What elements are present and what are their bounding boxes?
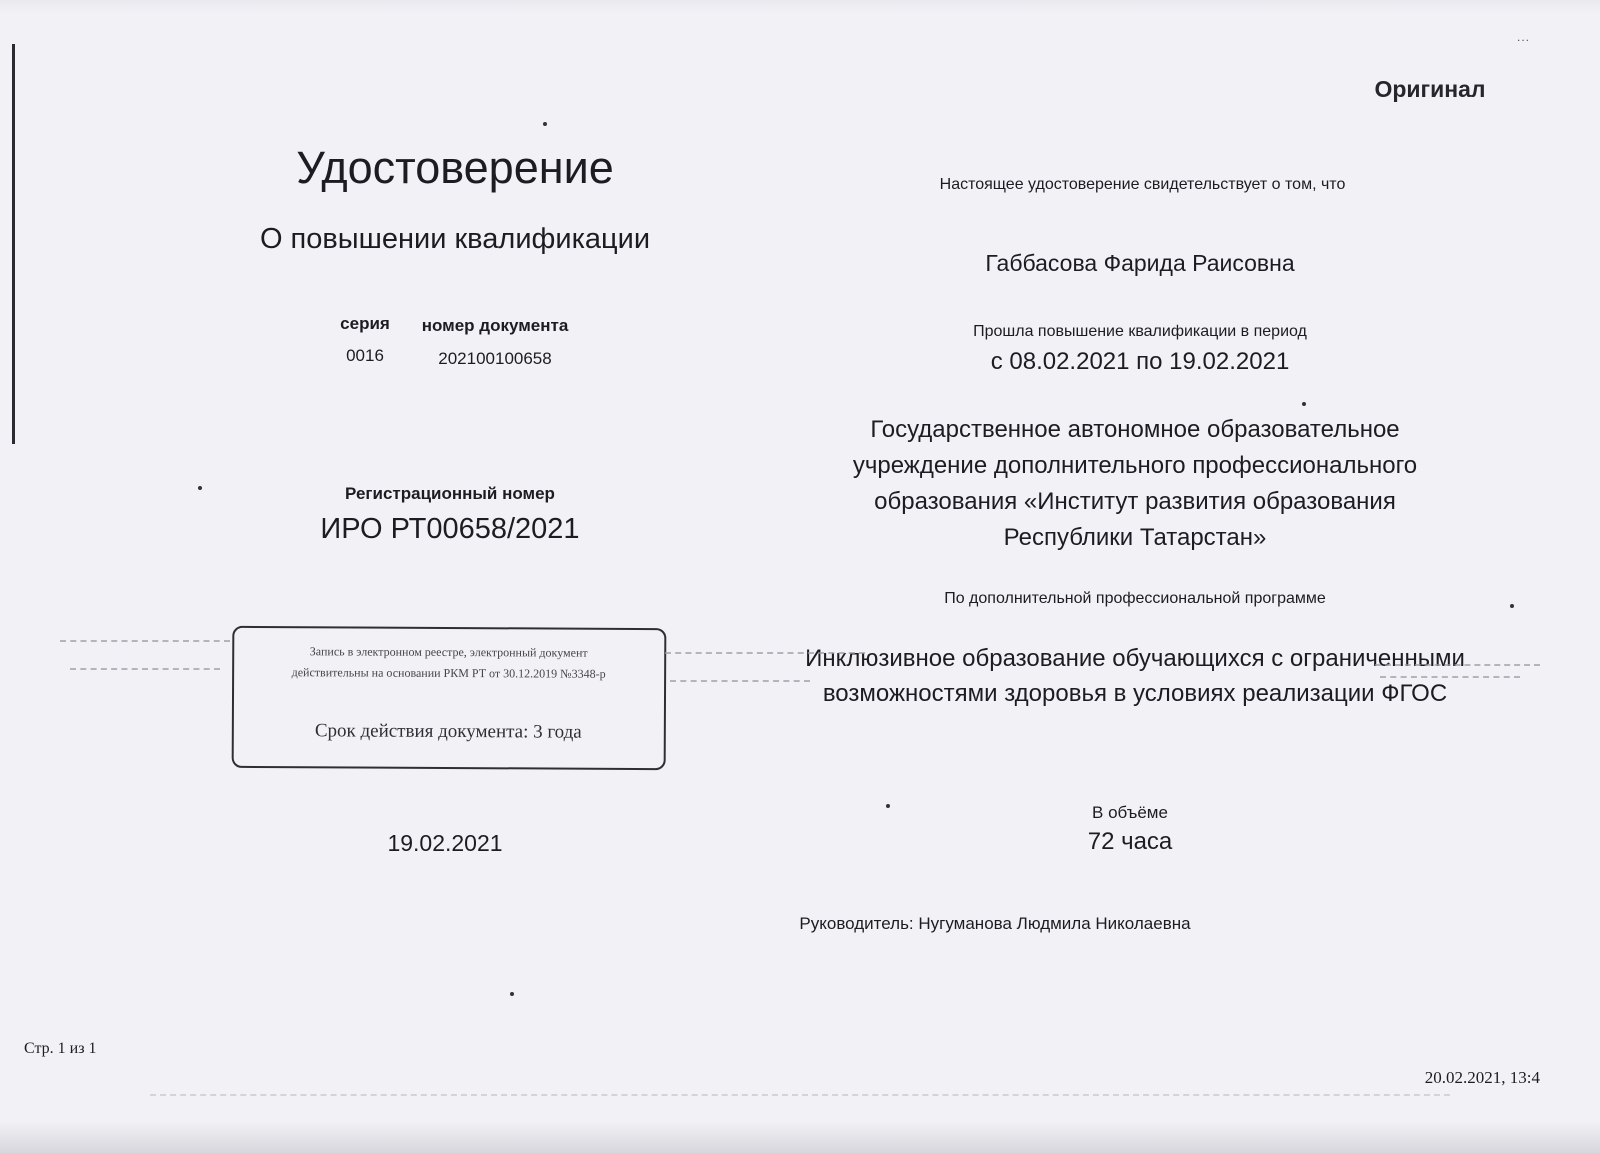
holder-name: Габбасова Фарида Раисовна: [985, 250, 1295, 276]
head-signature-line: Руководитель: Нугуманова Людмила Николаевна: [799, 914, 1191, 933]
series-label: серия: [340, 314, 390, 333]
scan-speck: [886, 804, 890, 808]
scan-speck: [543, 122, 547, 126]
scan-noise-line: [1380, 676, 1520, 679]
program-label: По дополнительной профессиональной программе: [944, 590, 1326, 607]
training-period-label: Прошла повышение квалификации в период: [973, 323, 1307, 340]
stamp-legal-basis-line: действительны на основании РКМ РТ от 30.12.2019 №3348-р: [291, 665, 606, 681]
training-period-value: с 08.02.2021 по 19.02.2021: [990, 348, 1290, 375]
stamp-registry-line: Запись в электронном реестре, электронный документ: [309, 644, 588, 660]
issue-date: 19.02.2021: [387, 830, 503, 856]
program-title: Инклюзивное образование обучающихся с ограниченными возможностями здоровья в условиях реализации ФГОС: [805, 645, 1465, 707]
scan-noise-line: [60, 640, 230, 643]
stamp-validity-text: Срок действия документа: 3 года: [314, 720, 582, 743]
volume-value: 72 часа: [1087, 828, 1173, 855]
scan-noise-line: [1375, 664, 1540, 667]
volume-label: В объёме: [1092, 803, 1168, 822]
scan-speck: [198, 486, 202, 490]
document-number-label: номер документа: [421, 316, 569, 335]
document-title: Удостоверение: [296, 142, 614, 193]
page-counter: Стр. 1 из 1: [24, 1040, 97, 1057]
registry-stamp: [232, 626, 667, 770]
certifies-intro: Настоящее удостоверение свидетельствует о том, что: [939, 176, 1346, 193]
institution-name: Государственное автономное образовательное учреждение дополнительного профессионального образования «Институт развития образования Республики Татарстан»: [852, 416, 1418, 551]
scan-fragment-text: ...: [1516, 30, 1530, 44]
scan-edge-line: [12, 44, 15, 444]
series-value: 0016: [346, 346, 384, 365]
scan-noise-line: [150, 1094, 1450, 1097]
document-number-value: 202100100658: [438, 349, 552, 368]
document-subtitle: О повышении квалификации: [259, 223, 651, 255]
scan-noise-line: [70, 668, 220, 671]
registration-number-label: Регистрационный номер: [345, 484, 555, 503]
scan-speck: [1302, 402, 1306, 406]
scan-speck: [510, 992, 514, 996]
scan-noise-line: [665, 652, 865, 655]
scan-noise-line: [670, 680, 810, 683]
print-timestamp: 20.02.2021, 13:4: [1424, 1068, 1540, 1087]
original-mark: Оригинал: [1374, 76, 1486, 102]
registration-number-value: ИРО РТ00658/2021: [320, 513, 580, 545]
scan-speck: [1510, 604, 1514, 608]
